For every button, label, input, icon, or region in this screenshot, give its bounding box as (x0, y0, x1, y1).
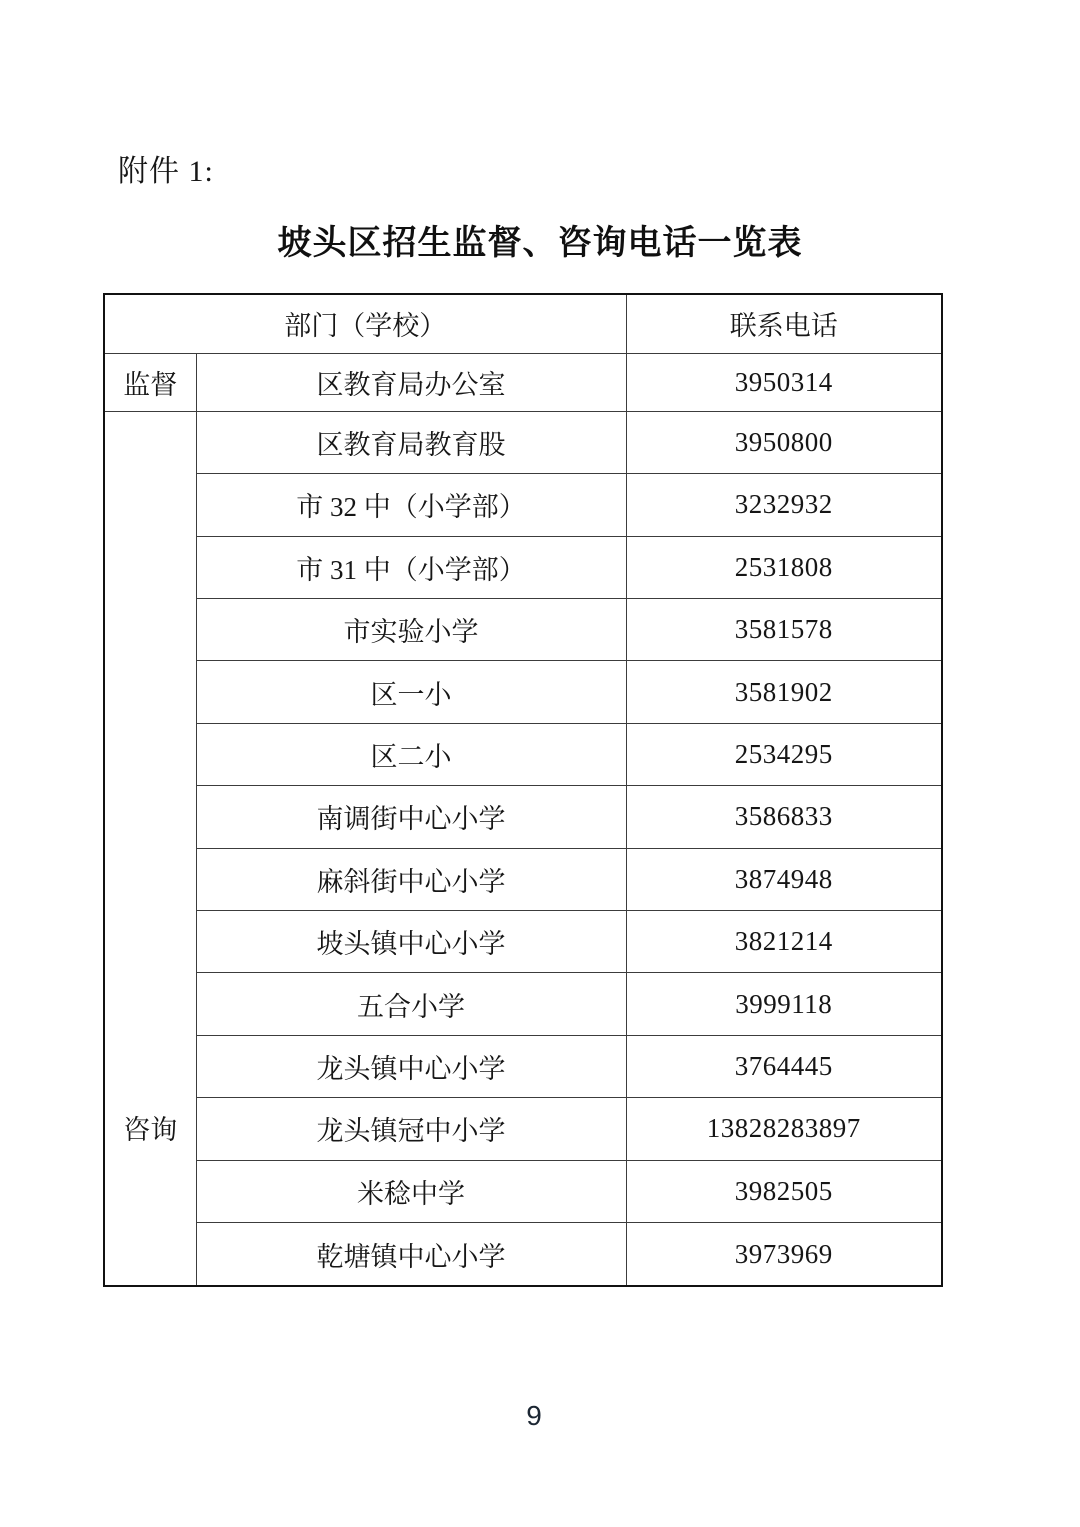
phone-cell: 3821214 (626, 911, 942, 973)
table-row (104, 1223, 942, 1286)
school-cell: 市实验小学 (196, 598, 626, 660)
school-cell: 区二小 (196, 723, 626, 785)
phone-cell: 3586833 (626, 786, 942, 848)
school-cell: 龙头镇中心小学 (196, 1035, 626, 1097)
phone-cell: 3982505 (626, 1160, 942, 1222)
table-row (104, 786, 942, 848)
phone-cell: 2534295 (626, 723, 942, 785)
phone-cell: 3764445 (626, 1035, 942, 1097)
phone-cell: 3232932 (626, 474, 942, 536)
table-header-row (104, 294, 942, 353)
phone-cell: 3999118 (626, 973, 942, 1035)
header-phone: 联系电话 (626, 294, 942, 353)
table-row (104, 973, 942, 1035)
phone-cell: 3973969 (626, 1223, 942, 1286)
phone-table (103, 293, 943, 1287)
school-cell: 区一小 (196, 661, 626, 723)
page-title: 坡头区招生监督、咨询电话一览表 (277, 224, 803, 262)
school-cell: 麻斜街中心小学 (196, 848, 626, 910)
table-row (104, 723, 942, 785)
table-row (104, 598, 942, 660)
phone-cell: 3581578 (626, 598, 942, 660)
phone-cell: 3581902 (626, 661, 942, 723)
category-cell-supervision: 监督 (104, 353, 196, 411)
table-row (104, 911, 942, 973)
table-row (104, 353, 942, 411)
table-row (104, 474, 942, 536)
school-cell: 坡头镇中心小学 (196, 911, 626, 973)
table-row (104, 661, 942, 723)
table-row (104, 1160, 942, 1222)
table-row (104, 848, 942, 910)
phone-cell: 2531808 (626, 536, 942, 598)
header-department: 部门（学校） (104, 294, 626, 353)
table-row (104, 536, 942, 598)
table-row (104, 411, 942, 473)
school-cell: 五合小学 (196, 973, 626, 1035)
school-cell: 市 32 中（小学部） (196, 474, 626, 536)
school-cell: 市 31 中（小学部） (196, 536, 626, 598)
school-cell: 南调街中心小学 (196, 786, 626, 848)
school-cell: 龙头镇冠中小学 (196, 1098, 626, 1160)
attachment-label: 附件 1: (118, 155, 214, 188)
phone-cell: 3950314 (626, 353, 942, 411)
phone-cell: 3950800 (626, 411, 942, 473)
school-cell: 区教育局办公室 (196, 353, 626, 411)
school-cell: 区教育局教育股 (196, 411, 626, 473)
table-row (104, 1098, 942, 1160)
page-number: 9 (526, 1400, 542, 1431)
category-cell-consultation: 咨询 (104, 411, 196, 1286)
phone-cell: 3874948 (626, 848, 942, 910)
school-cell: 乾塘镇中心小学 (196, 1223, 626, 1286)
table-row (104, 1035, 942, 1097)
phone-cell: 13828283897 (626, 1098, 942, 1160)
school-cell: 米稔中学 (196, 1160, 626, 1222)
